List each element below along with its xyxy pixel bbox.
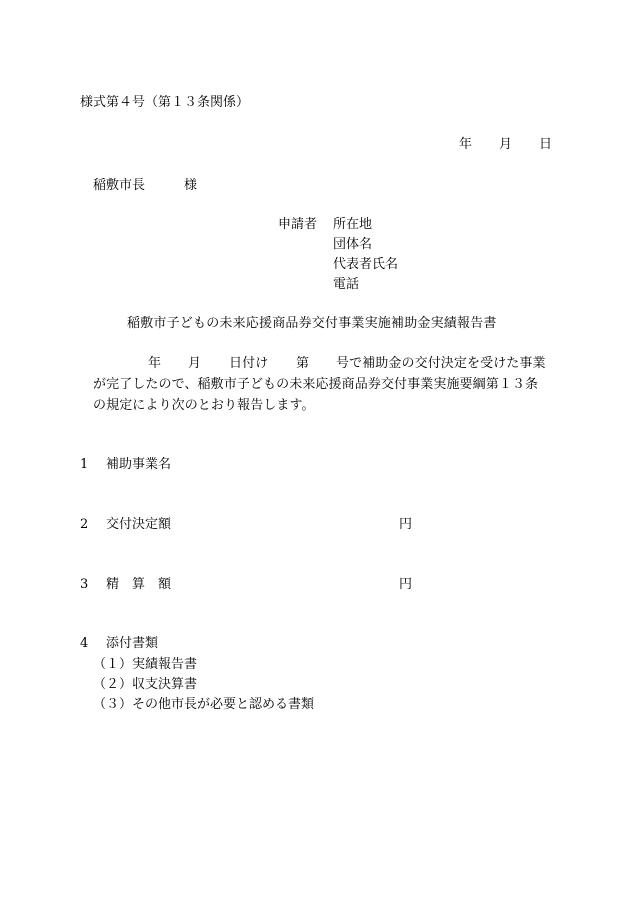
item-number: 2 [80,517,89,532]
body-year: 年 [148,356,162,371]
applicant-address-label: 所在地 [333,217,373,232]
body-dated: 日付け [229,356,269,371]
item-label-attachments: 添付書類 [106,636,159,651]
item-number: 3 [80,577,89,592]
date-day-label: 日 [539,137,553,152]
applicant-label: 申請者 [278,217,318,232]
body-line3: の規定により次のとおり報告します。 [93,398,315,413]
item-unit-yen: 円 [399,577,413,592]
form-number: 様式第４号（第１３条関係） [80,95,250,110]
applicant-org-label: 団体名 [333,237,373,252]
addressee-honorific: 様 [184,178,198,193]
item-unit-yen: 円 [399,517,413,532]
date-year-label: 年 [459,137,473,152]
addressee: 稲敷市長 [93,178,146,193]
attachment-item: （３）その他市長が必要と認める書類 [93,697,315,712]
document-title: 稲敷市子どもの未来応援商品券交付事業実施補助金実績報告書 [127,316,497,331]
date-month-label: 月 [499,137,513,152]
attachment-item: （２）収支決算書 [93,677,198,692]
body-line1-rest: 号で補助金の交付決定を受けた事業 [336,356,546,371]
item-label-project-name: 補助事業名 [106,457,172,472]
item-label-decided-amount: 交付決定額 [106,517,172,532]
applicant-phone-label: 電話 [333,277,360,292]
body-line2: が完了したので、稲敷市子どもの未来応援商品券交付事業実施要綱第１３条 [93,377,539,392]
body-number-prefix: 第 [296,356,310,371]
applicant-representative-label: 代表者氏名 [333,257,399,272]
attachment-item: （１）実績報告書 [93,657,198,672]
body-month: 月 [188,356,202,371]
item-number: 4 [80,636,89,651]
item-label-settled-amount: 精 算 額 [106,577,172,592]
item-number: 1 [80,457,89,472]
